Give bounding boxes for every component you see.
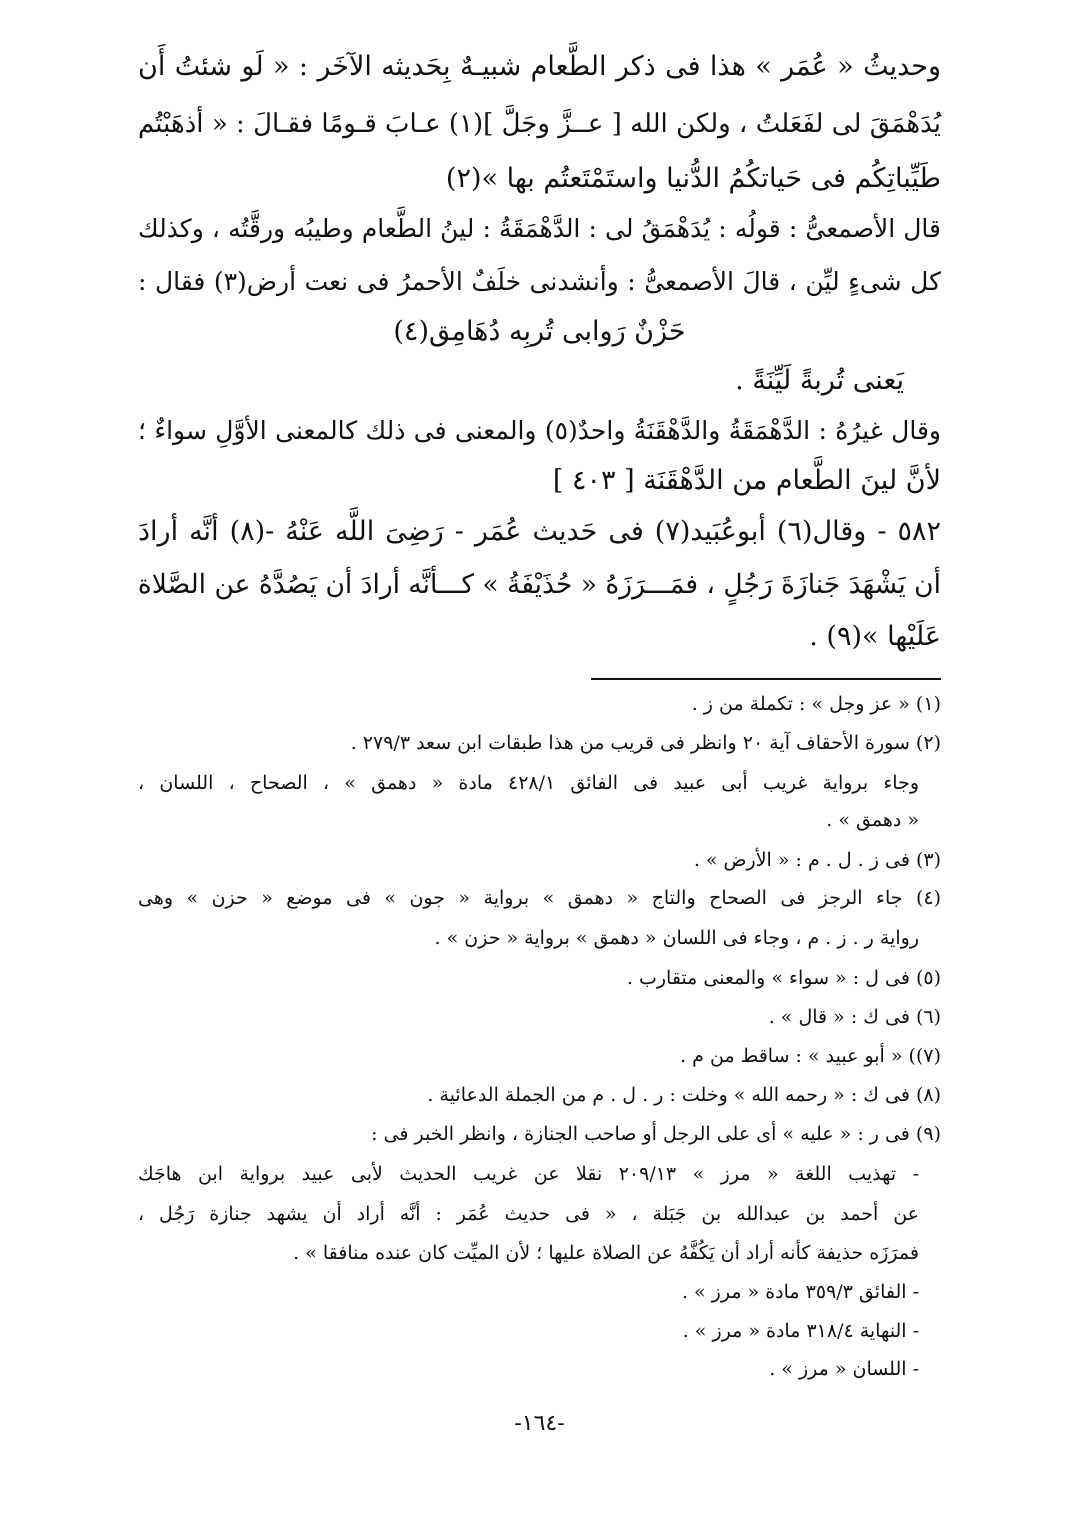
footnote-9-source-1-cont-1: عن أحمد بن عبدالله بن جَبَلة ، « فى حديث عُمَر : أنَّه أراد أن يشهد جنازة رَجُل ، bbox=[138, 1203, 919, 1225]
page-number: -١٦٤- bbox=[514, 1411, 565, 1436]
footnote-9-source-1: - تهذيب اللغة « مرز » ٢٠٩/١٣ نقلا عن غريب الحديث لأبى عبيد برواية ابن هاجَك bbox=[138, 1163, 919, 1185]
body-line-7: يَعنى تُربةً لَيِّنَةً . bbox=[735, 365, 904, 396]
footnote-2-cont-1: وجاء برواية غريب أبى عبيد فى الفائق ٤٢٨/١ مادة « دهمق » ، الصحاح ، اللسان ، bbox=[138, 772, 920, 794]
body-line-5: كل شىءٍ ليِّن ، قالَ الأصمعىُّ : وأنشدنى خلَفٌ الأحمرُ فى نعت أرض(٣) فقال : bbox=[138, 267, 941, 296]
footnote-4: (٤) جاء الرجز فى الصحاح والتاج « دهمق » برواية « جون » فى موضع « حزن » وهى bbox=[138, 887, 941, 909]
body-line-8: وقال غيرُهُ : الدَّهْمَقَةُ والدَّهْقَنَةُ واحدٌ(٥) والمعنى فى ذلك كالمعنى الأوَّلِ سواءٌ ؛ bbox=[138, 416, 941, 445]
footnote-9: (٩) فى ر : « عليه » أى على الرجل أو صاحب الجنازة ، وانظر الخبر فى : bbox=[371, 1123, 941, 1145]
verse-line: حَزْنٌ رَوابى تُربِه دُهَامِق(٤) bbox=[393, 316, 686, 347]
footnote-2-cont-2: « دهمق » . bbox=[826, 809, 919, 831]
body-line-3: طَيِّباتِكُم فى حَياتكُمُ الدُّنيا واستَمْتَعتُم بها »(٢) bbox=[445, 163, 941, 194]
body-line-10: ٥٨٢ - وقال(٦) أبوعُبَيد(٧) فى حَديث عُمَر - رَضِىَ اللَّه عَنْهُ -(٨) أنَّه أرادَ bbox=[138, 516, 941, 547]
footnote-4-cont: رواية ر . ز . م ، وجاء فى اللسان « دهمق » برواية « حزن » . bbox=[434, 927, 919, 949]
footnote-2: (٢) سورة الأحقاف آية ٢٠ وانظر فى قريب من هذا طبقات ابن سعد ٢٧٩/٣ . bbox=[350, 732, 941, 754]
footnote-9-source-1-cont-2: فمرَزَه حذيفة كأنه أراد أن يَكُفَّهُ عن الصلاة عليها ؛ لأن الميِّت كان عنده منافقا » . bbox=[293, 1242, 919, 1264]
footnote-9-source-3: - النهاية ٣١٨/٤ مادة « مرز » . bbox=[682, 1320, 919, 1342]
body-line-9: لأنَّ لينَ الطَّعام من الدَّهْقَنَة [ ٤٠٣ ] bbox=[552, 465, 941, 496]
footnote-3: (٣) فى ز . ل . م : « الأرض » . bbox=[693, 849, 941, 871]
footnote-8: (٨) فى ك : « رحمه الله » وخلت : ر . ل . م من الجملة الدعائية . bbox=[427, 1084, 941, 1106]
footnote-1: (١) « عز وجل » : تكملة من ز . bbox=[691, 693, 941, 715]
body-line-2: يُدَهْمَقَ لى لفَعَلتُ ، ولكن الله [ عــزَّ وجَلَّ ](١) عـابَ قـومًا فقـالَ : « أذهَبْتُم bbox=[138, 109, 942, 139]
footnote-9-source-4: - اللسان « مرز » . bbox=[769, 1358, 919, 1380]
footnote-6: (٦) فى ك : « قال » . bbox=[768, 1006, 941, 1028]
body-line-4: قال الأصمعىُّ : قولُه : يُدَهْمَقُ لى : الدَّهْمَقَةُ : لينُ الطَّعام وطيبُه ورقَّتُه ، وكذلك bbox=[138, 214, 941, 243]
footnote-9-source-2: - الفائق ٣٥٩/٣ مادة « مرز » . bbox=[681, 1281, 919, 1303]
body-line-12: عَلَيْها »(٩) . bbox=[809, 621, 941, 652]
footnote-5: (٥) فى ل : « سواء » والمعنى متقارب . bbox=[626, 967, 941, 989]
footnote-7: (٧)) « أبو عبيد » : ساقط من م . bbox=[680, 1045, 941, 1067]
body-line-1: وحديثُ « عُمَر » هذا فى ذكر الطَّعام شبيـهٌ بِحَديثه الآخَر : « لَو شئتُ أَن bbox=[138, 51, 941, 82]
footnote-separator bbox=[591, 678, 941, 680]
body-line-11: أن يَشْهَدَ جَنازَةَ رَجُلٍ ، فمَـــرَزَهُ « حُذَيْفَةُ » كـــأنَّه أرادَ أن يَصُدَّهُ عن الصَّلاة bbox=[137, 569, 941, 600]
